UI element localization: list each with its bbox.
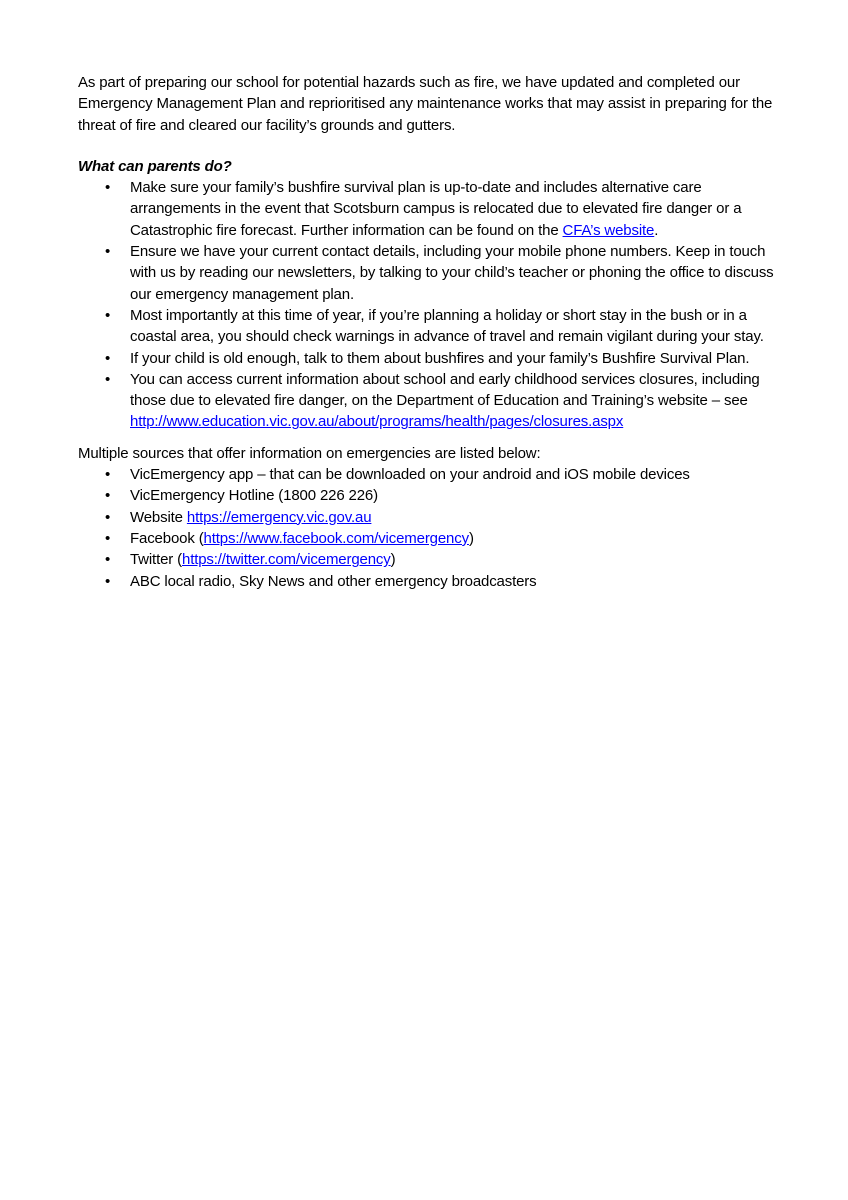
- bullet-icon: •: [105, 487, 111, 505]
- list-item: [105, 177, 776, 241]
- list-item: [105, 507, 776, 528]
- list-item: [105, 485, 776, 506]
- sources-list: [78, 464, 776, 592]
- bullet-icon: •: [105, 466, 111, 484]
- list-item-text: [130, 348, 776, 369]
- text-segment: .: [654, 221, 659, 239]
- text-segment: Most importantly at this time of year, if you’re planning a holiday or short stay in the bush or in a coastal area, you should check warnings in advance of travel and remain vigilant during your stay.: [130, 306, 764, 346]
- list-item-text: [130, 507, 776, 528]
- list-item-text: [130, 485, 776, 506]
- text-segment: Website: [130, 508, 187, 526]
- sources-intro: Multiple sources that offer information on emergencies are listed below:: [78, 444, 541, 462]
- list-item: [105, 305, 776, 348]
- parents-list: [78, 177, 776, 433]
- text-segment: Make sure your family’s bushfire survival plan is up-to-date and includes alternative care arrangements in the event that Scotsburn campus is relocated due to elevated fire danger or a Catastrophic fire forecast. Further information can be found on the: [130, 179, 742, 239]
- section-heading: What can parents do?: [78, 157, 232, 175]
- hyperlink[interactable]: https://www.facebook.com/vicemergency: [203, 529, 469, 547]
- bullet-icon: •: [105, 179, 111, 197]
- list-item-text: [130, 241, 776, 305]
- hyperlink[interactable]: https://emergency.vic.gov.au: [186, 508, 372, 526]
- bullet-icon: •: [105, 529, 111, 547]
- bullet-icon: •: [105, 349, 111, 367]
- list-item-text: [130, 305, 776, 348]
- hyperlink[interactable]: CFA’s website: [562, 221, 655, 239]
- bullet-icon: •: [105, 306, 111, 324]
- list-item: [105, 369, 776, 433]
- list-item-text: [130, 571, 776, 592]
- list-item-text: [130, 464, 776, 485]
- list-item-text: [130, 177, 776, 241]
- text-segment: Twitter (: [130, 551, 182, 569]
- bullet-icon: •: [105, 370, 111, 388]
- list-item: [105, 241, 776, 305]
- text-segment: If your child is old enough, talk to them about bushfires and your family’s Bushfire Survival Plan.: [130, 349, 750, 367]
- hyperlink[interactable]: http://www.education.vic.gov.au/about/programs/health/pages/closures.aspx: [130, 413, 624, 431]
- text-segment: VicEmergency app – that can be downloaded on your android and iOS mobile devices: [130, 466, 690, 484]
- list-item: [105, 348, 776, 369]
- list-item: [105, 464, 776, 485]
- bullet-icon: •: [105, 243, 111, 261]
- intro-paragraph: As part of preparing our school for potential hazards such as fire, we have updated and completed our Emergency Management Plan and reprioritised any maintenance works that may assist in preparing for the threat of fire and cleared our facility’s grounds and gutters.: [78, 74, 773, 134]
- list-item: [105, 571, 776, 592]
- text-segment: ): [468, 529, 474, 547]
- text-segment: Ensure we have your current contact details, including your mobile phone numbers. Keep in touch with us by reading our newsletters, by talking to your child’s teacher or phoning the office to discuss our emergency management plan.: [130, 243, 774, 303]
- bullet-icon: •: [105, 572, 111, 590]
- text-segment: You can access current information about school and early childhood services closures, including those due to elevated fire danger, on the Department of Education and Training’s website – see: [130, 370, 760, 410]
- list-item-text: [130, 549, 776, 570]
- bullet-icon: •: [105, 551, 111, 569]
- list-item-text: [130, 528, 776, 549]
- text-segment: Facebook (: [130, 529, 204, 547]
- hyperlink[interactable]: https://twitter.com/vicemergency: [182, 551, 391, 569]
- text-segment: ABC local radio, Sky News and other emergency broadcasters: [130, 572, 537, 590]
- list-item: [105, 549, 776, 570]
- bullet-icon: •: [105, 508, 111, 526]
- text-segment: ): [390, 551, 396, 569]
- list-item: [105, 528, 776, 549]
- list-item-text: [130, 369, 776, 433]
- text-segment: VicEmergency Hotline (1800 226 226): [130, 487, 378, 505]
